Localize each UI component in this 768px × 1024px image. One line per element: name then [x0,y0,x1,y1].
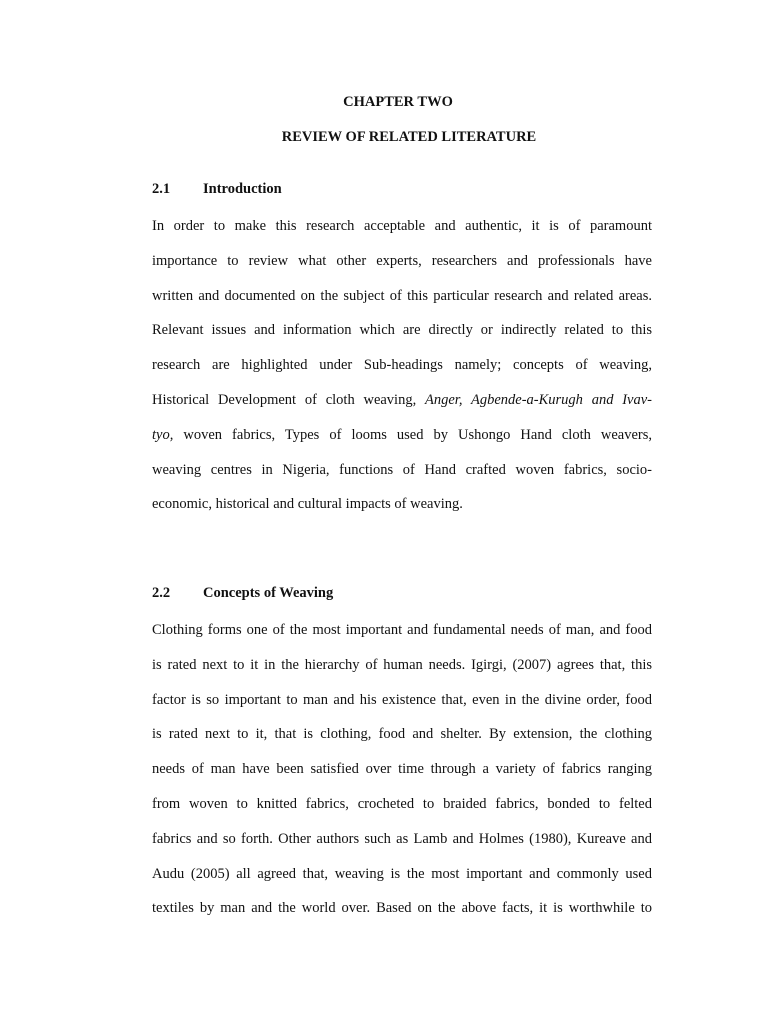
paragraph-line: needs of man have been satisfied over time through a variety of fabrics ranging [152,761,652,778]
paragraph-line: research are highlighted under Sub-headings namely; concepts of weaving, [152,357,652,374]
chapter-subtitle: REVIEW OF RELATED LITERATURE [281,129,537,145]
paragraph-line: Relevant issues and information which are directly or indirectly related to this [152,322,652,339]
italic-place-name: tyo, [152,426,174,443]
section-number: 2.1 [152,181,171,197]
paragraph-line: fabrics and so forth. Other authors such as Lamb and Holmes (1980), Kureave and [152,830,652,847]
section-heading-introduction [152,180,282,198]
paragraph-line: economic, historical and cultural impacts of weaving. [152,496,463,513]
paragraph-line: written and documented on the subject of this particular research and related areas. [152,287,652,304]
paragraph-line: Clothing forms one of the most important and fundamental needs of man, and food [152,622,652,638]
concepts-paragraph [152,613,652,926]
paragraph-line: is rated next to it, that is clothing, food and shelter. By extension, the clothing [152,726,652,743]
section-number: 2.2 [152,585,171,601]
italic-place-names: Anger, Agbende-a-Kurugh and Ivav- [425,391,652,408]
paragraph-line: from woven to knitted fabrics, crocheted to braided fabrics, bonded to felted [152,795,652,812]
paragraph-line-mixed [152,383,652,418]
paragraph-line: importance to review what other experts, researchers and professionals have [152,252,652,269]
paragraph-line: weaving centres in Nigeria, functions of Hand crafted woven fabrics, socio- [152,461,652,478]
line-text: Historical Development of cloth weaving, [152,391,417,408]
chapter-title: CHAPTER TWO [343,94,453,110]
section-title: Concepts of Weaving [203,585,334,601]
introduction-paragraph [152,209,652,522]
paragraph-line: Audu (2005) all agreed that, weaving is the most important and commonly used [152,865,652,882]
paragraph-line: is rated next to it in the hierarchy of human needs. Igirgi, (2007) agrees that, this [152,656,652,673]
line-text: woven fabrics, Types of looms used by Ushongo Hand cloth weavers, [183,426,653,443]
paragraph-line: factor is so important to man and his existence that, even in the divine order, food [152,691,652,708]
paragraph-line: textiles by man and the world over. Based on the above facts, it is worthwhile to [152,900,652,917]
paragraph-line: In order to make this research acceptable and authentic, it is of paramount [152,218,652,234]
section-title: Introduction [203,181,282,197]
paragraph-line-mixed [152,418,652,453]
section-heading-concepts [152,584,333,602]
